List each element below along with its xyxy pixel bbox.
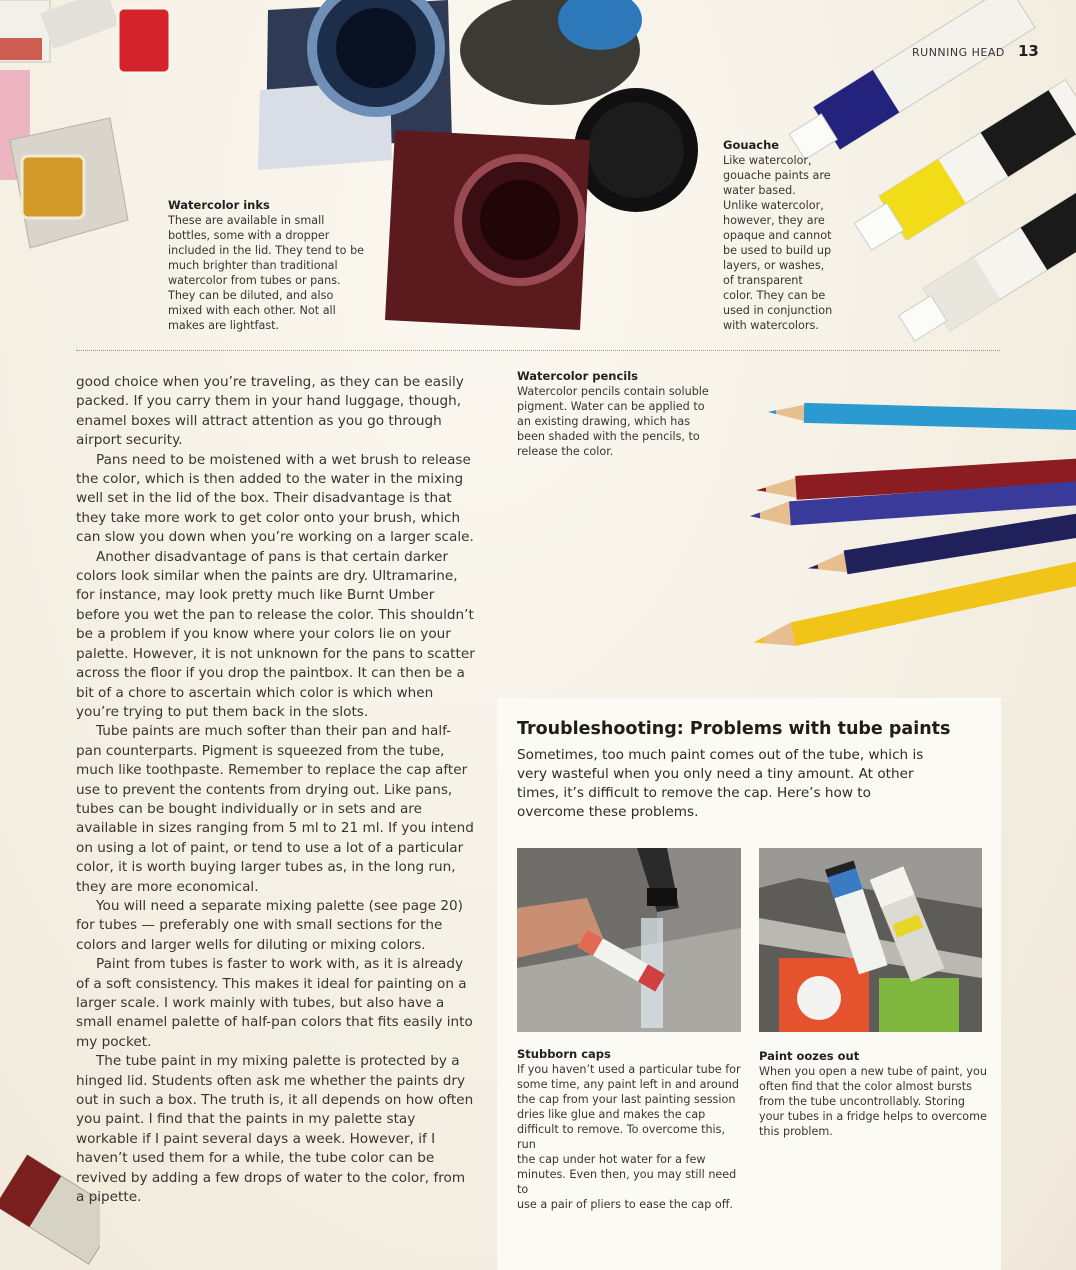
yellow-pan-icon — [10, 118, 128, 248]
page-number: 13 — [1018, 42, 1039, 60]
caption-title: Watercolor inks — [168, 198, 270, 212]
caption-body: These are available in small bottles, some with a dropper included in the lid. They tend to be much brighter than traditional watercolor from tubes or pans. They can be diluted, and also mixed with each other. Not all makes are lightfast. — [168, 214, 365, 332]
body-paragraph: The tube paint in my mixing palette is protected by a hinged lid. Students often ask me whether the paints dry out in such a box. The truth is, it all depends on how often you paint. I find that the paints in my palette stay workable if I paint several days a week. However, if I haven’t used them for a while, the tube color can be revived by adding a few drops of water to the color, from a pipette. — [76, 1053, 474, 1206]
running-head: RUNNING HEAD — [912, 46, 1005, 59]
pencil-light-blue-icon — [768, 402, 1076, 430]
body-paragraph: Paint from tubes is faster to work with, as it is already of a soft consistency. This makes it ideal for painting on a larger scale. I work mainly with tubes, but also have a small enamel palette of half-pan colors that fits easily into my pocket. — [76, 956, 473, 1050]
paint-oozes-photo — [759, 848, 982, 1032]
caption-body: Like watercolor, gouache paints are water based. Unlike watercolor, however, they are opaque and cannot be used to build up layers, or washes, of transparent color. They can be used in conjunction with watercolors. — [723, 154, 833, 332]
caption-title: Stubborn caps — [517, 1047, 611, 1061]
caption-gouache — [723, 138, 843, 333]
watercolor-pan-box-icon — [0, 0, 170, 73]
stubborn-caps-photo — [517, 848, 741, 1032]
red-ink-bottle-icon — [385, 130, 590, 330]
troubleshooting-title: Troubleshooting: Problems with tube paints — [517, 719, 951, 739]
body-paragraph: good choice when you’re traveling, as they can be easily packed. If you carry them in your hand luggage, though, enamel boxes will attract attention as you go through airport security. — [76, 374, 464, 449]
body-text-column — [76, 373, 476, 1207]
pencil-yellow-icon — [752, 560, 1076, 654]
caption-body: When you open a new tube of paint, you often find that the color almost bursts from the tube uncontrollably. Storing your tubes in a fridge helps to overcome this problem. — [759, 1065, 987, 1138]
bottle-cap-icon — [574, 88, 698, 212]
body-paragraph: Pans need to be moistened with a wet brush to release the color, which is then added to the water in the mixing well set in the lid of the box. Their disadvantage is that they take more work to get color onto your brush, which can slow you down when you’re working on a larger scale. — [76, 451, 474, 546]
pencil-navy-icon — [806, 513, 1076, 580]
body-paragraph: You will need a separate mixing palette (see page 20) for tubes — preferably one with small sections for the colors and larger wells for diluting or mixing colors. — [76, 897, 463, 953]
section-divider — [76, 350, 1000, 351]
watercolor-pencils-illustration — [740, 380, 1076, 660]
caption-body: If you haven’t used a particular tube for some time, any paint left in and around the cap from your last painting session dries like glue and makes the cap difficult to remove. To overcome this, run the cap under hot water for a few minutes. Even then, you may still need to use a pair of pliers to ease the cap off. — [517, 1063, 741, 1211]
caption-body: Watercolor pencils contain soluble pigment. Water can be applied to an existing drawing, which has been shaded with the pencils, to release the color. — [517, 385, 709, 458]
caption-title: Paint oozes out — [759, 1049, 860, 1063]
body-paragraph: Tube paints are much softer than their pan and half-pan counterparts. Pigment is squeezed from the tube, much like toothpaste. Remember to replace the cap after use to prevent the contents from drying out. Like pans, tubes can be bought individually or in sets and are available in sizes ranging from 5 ml to 21 ml. If you intend on using a lot of paint, or tend to use a lot of a particular color, it is worth buying larger tubes as, in the long run, they are more economical. — [76, 723, 474, 895]
caption-watercolor-inks — [168, 198, 368, 333]
troubleshooting-intro: Sometimes, too much paint comes out of the tube, which is very wasteful when you only need a tiny amount. At other times, it’s difficult to remove the cap. Here’s how to overcome these problems. — [517, 747, 924, 820]
caption-title: Watercolor pencils — [517, 369, 639, 383]
caption-stubborn-caps — [517, 1047, 743, 1212]
caption-watercolor-pencils — [517, 369, 727, 459]
caption-paint-oozes — [759, 1049, 989, 1139]
ink-dropper-bottle-icon — [460, 0, 642, 105]
caption-title: Gouache — [723, 138, 780, 152]
body-paragraph: Another disadvantage of pans is that certain darker colors look similar when the paints are dry. Ultramarine, for instance, may look pretty much like Burnt Umber before you wet the pan to release the color. This shouldn’t be a problem if you know where your colors lie on your palette. However, it is not unknown for the pans to scatter across the floor if you drop the paintbox. It can then be a bit of a chore to ascertain which color is which when you’re trying to put them back in the slots. — [76, 548, 475, 720]
